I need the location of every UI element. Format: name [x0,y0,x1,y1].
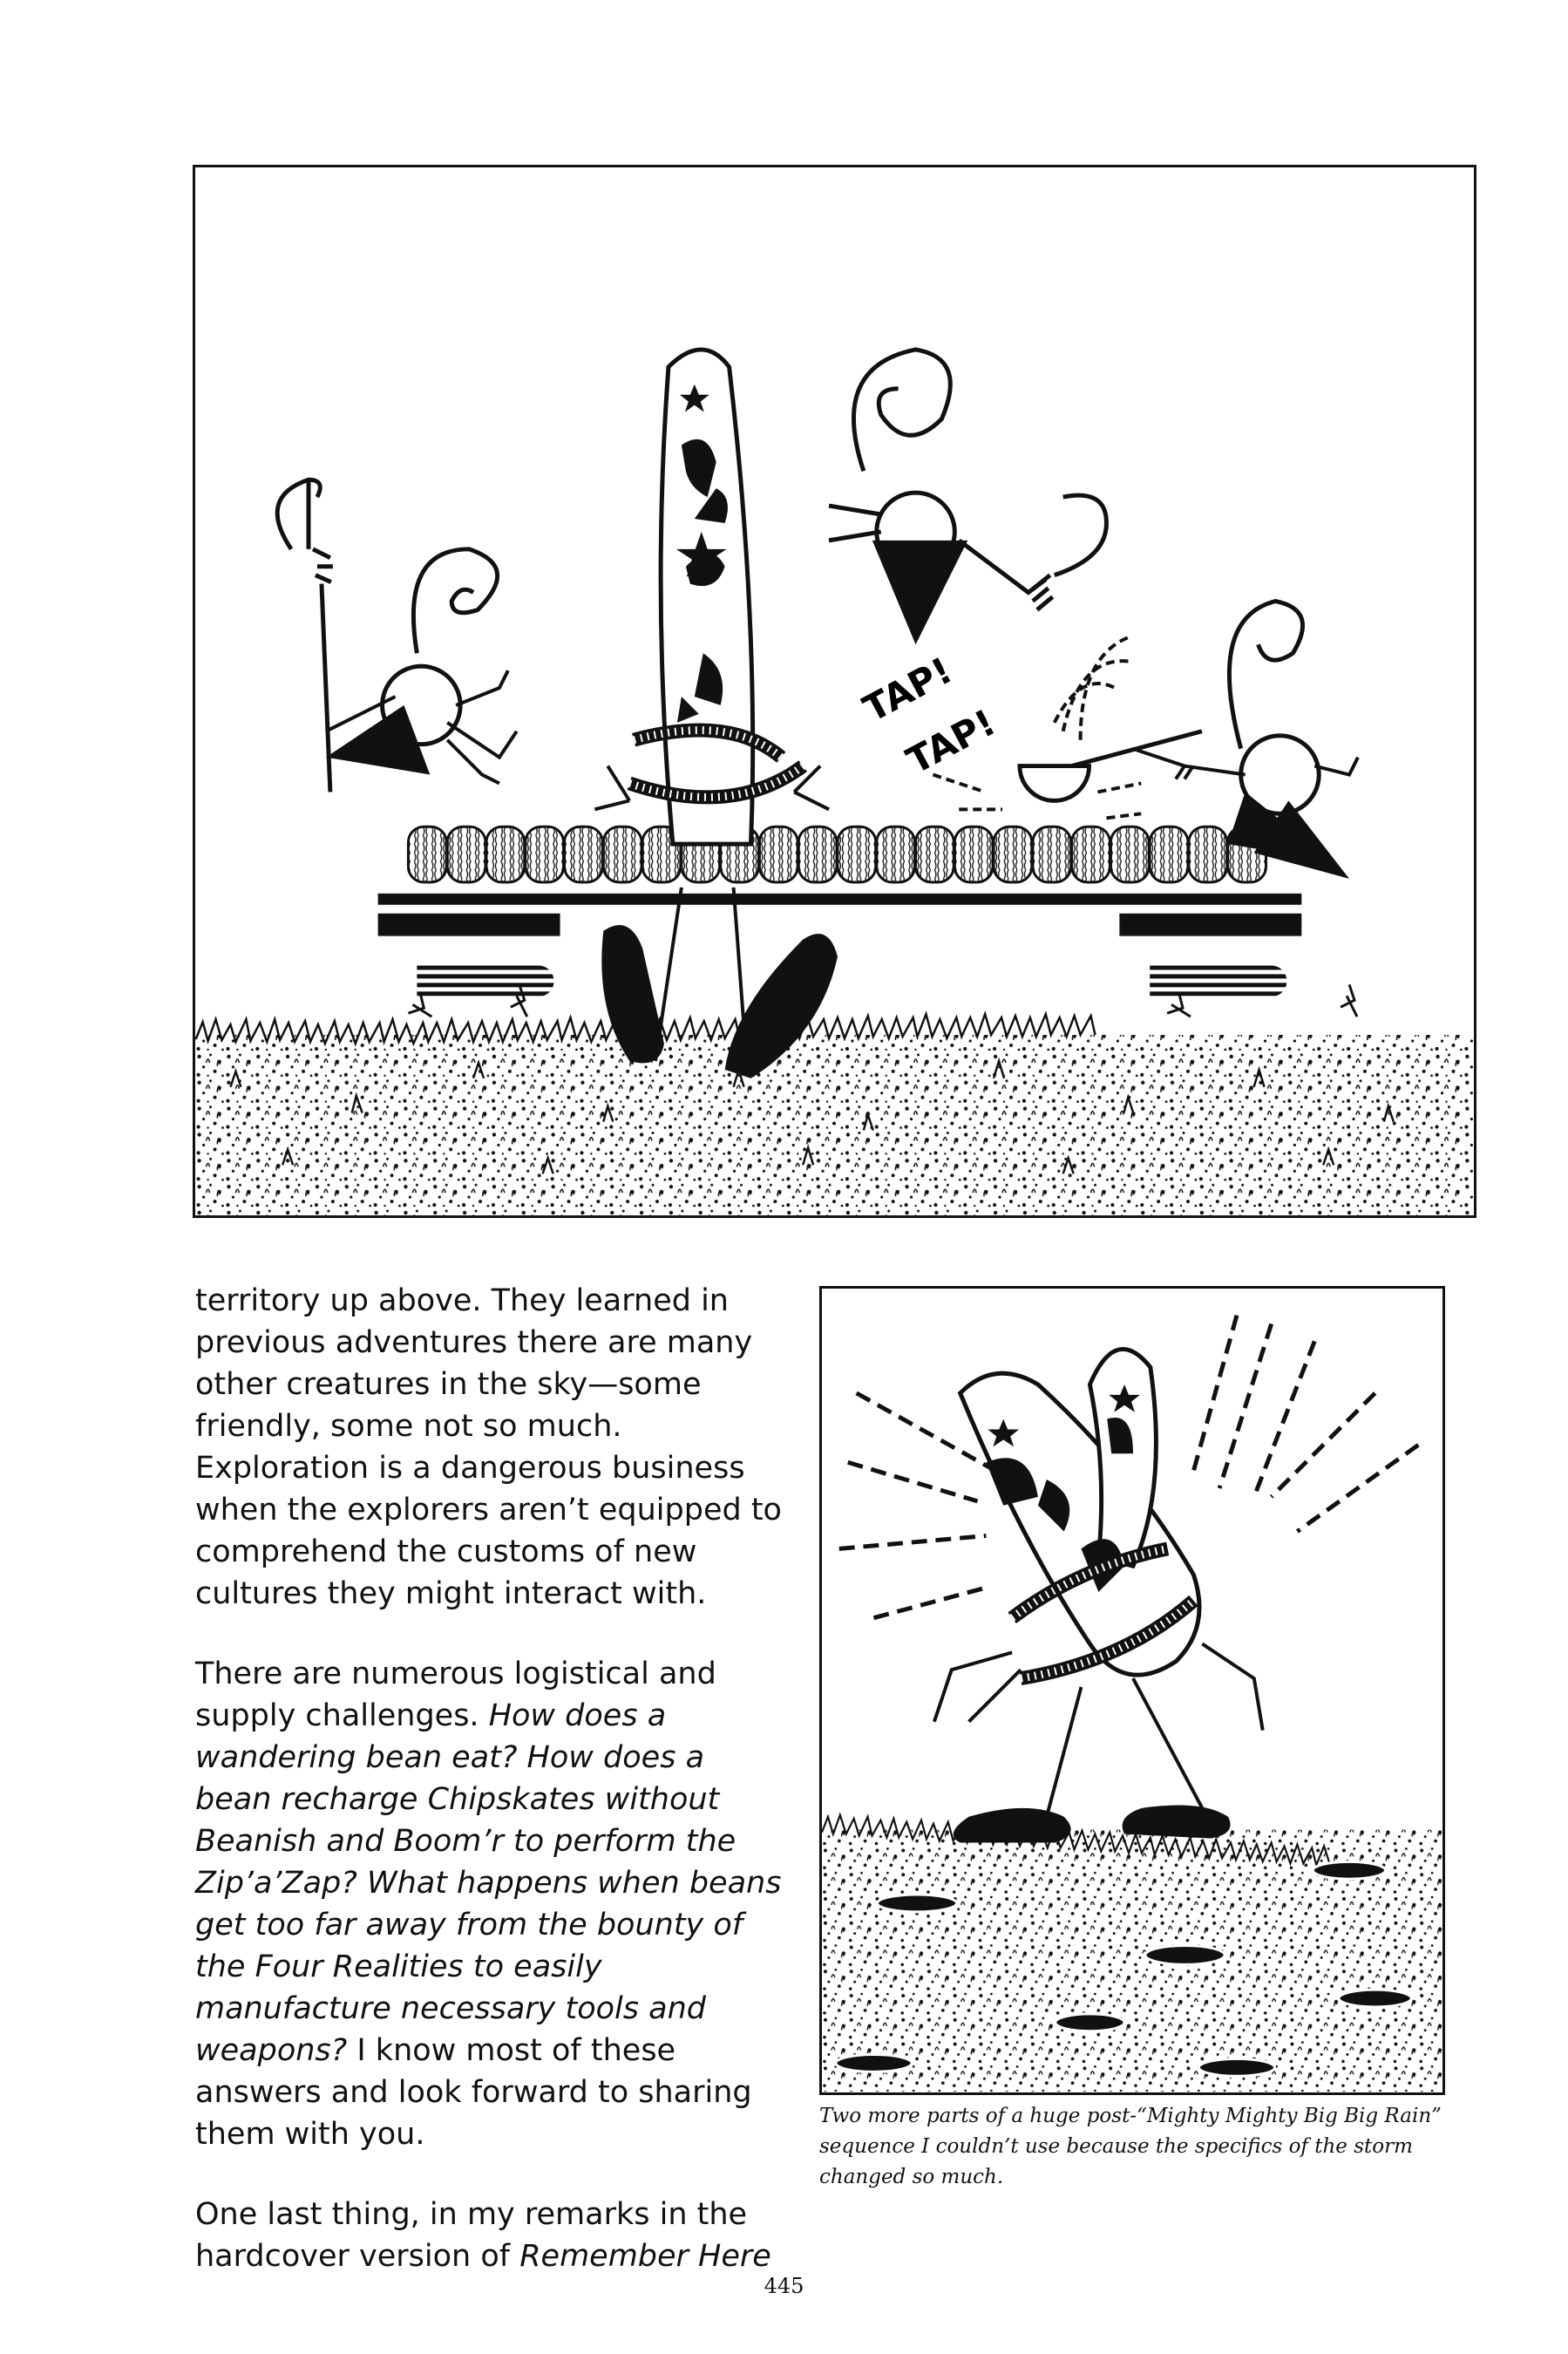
body-paragraph-3 [195,2194,788,2277]
page-number: 445 [764,2274,804,2298]
top-comic-panel [193,165,1476,1218]
sound-effect-tap-1: TAP! [856,649,960,731]
paragraph-3-lead: One last thing, in my remarks in the hardcover version of [195,2197,748,2274]
top-panel-illustration [195,167,1474,1215]
paragraph-2-lead: There are numerous logistical and supply challenges. [195,1657,716,1733]
illustration-caption: Two more parts of a huge post-“Mighty Mighty Big Big Rain” sequence I couldn’t use because the specifics of the storm changed so much. [819,2105,1442,2188]
book-title-remember-here: Remember Here [519,2239,771,2274]
paragraph-2-tail: I know most of these answers and look forward to sharing them with you. [195,2033,752,2152]
side-comic-panel [819,1286,1445,2095]
body-text-column [195,1280,788,2316]
body-paragraph-1: territory up above. They learned in previous adventures there are many other creatures in the sky—some friendly, some not so much. Exploration is a dangerous business when the explorers aren’t equipped to comprehend the customs of new cultures they might interact with. [195,1283,782,1611]
sound-effect-tap-2: TAP! [899,700,1002,783]
side-bean-character [934,1349,1263,1842]
body-paragraph-2 [195,1653,788,2155]
left-bug-character [277,480,517,792]
top-bug-character [829,350,1106,644]
keyboard-table [378,827,1357,1017]
side-grass-ground [822,1815,1442,2092]
tall-bean-character [594,350,838,1078]
paragraph-2-italic-questions: How does a wandering bean eat? How does a bean recharge Chipskates without Beanish and Boom’r to perform the Zip’a’Zap? What happens when beans get too far away from the bounty of the Four Realities to easily manufacture necessary tools and weapons? [195,1698,782,2068]
grass-ground [196,1014,1474,1215]
side-panel-illustration [822,1289,1442,2092]
